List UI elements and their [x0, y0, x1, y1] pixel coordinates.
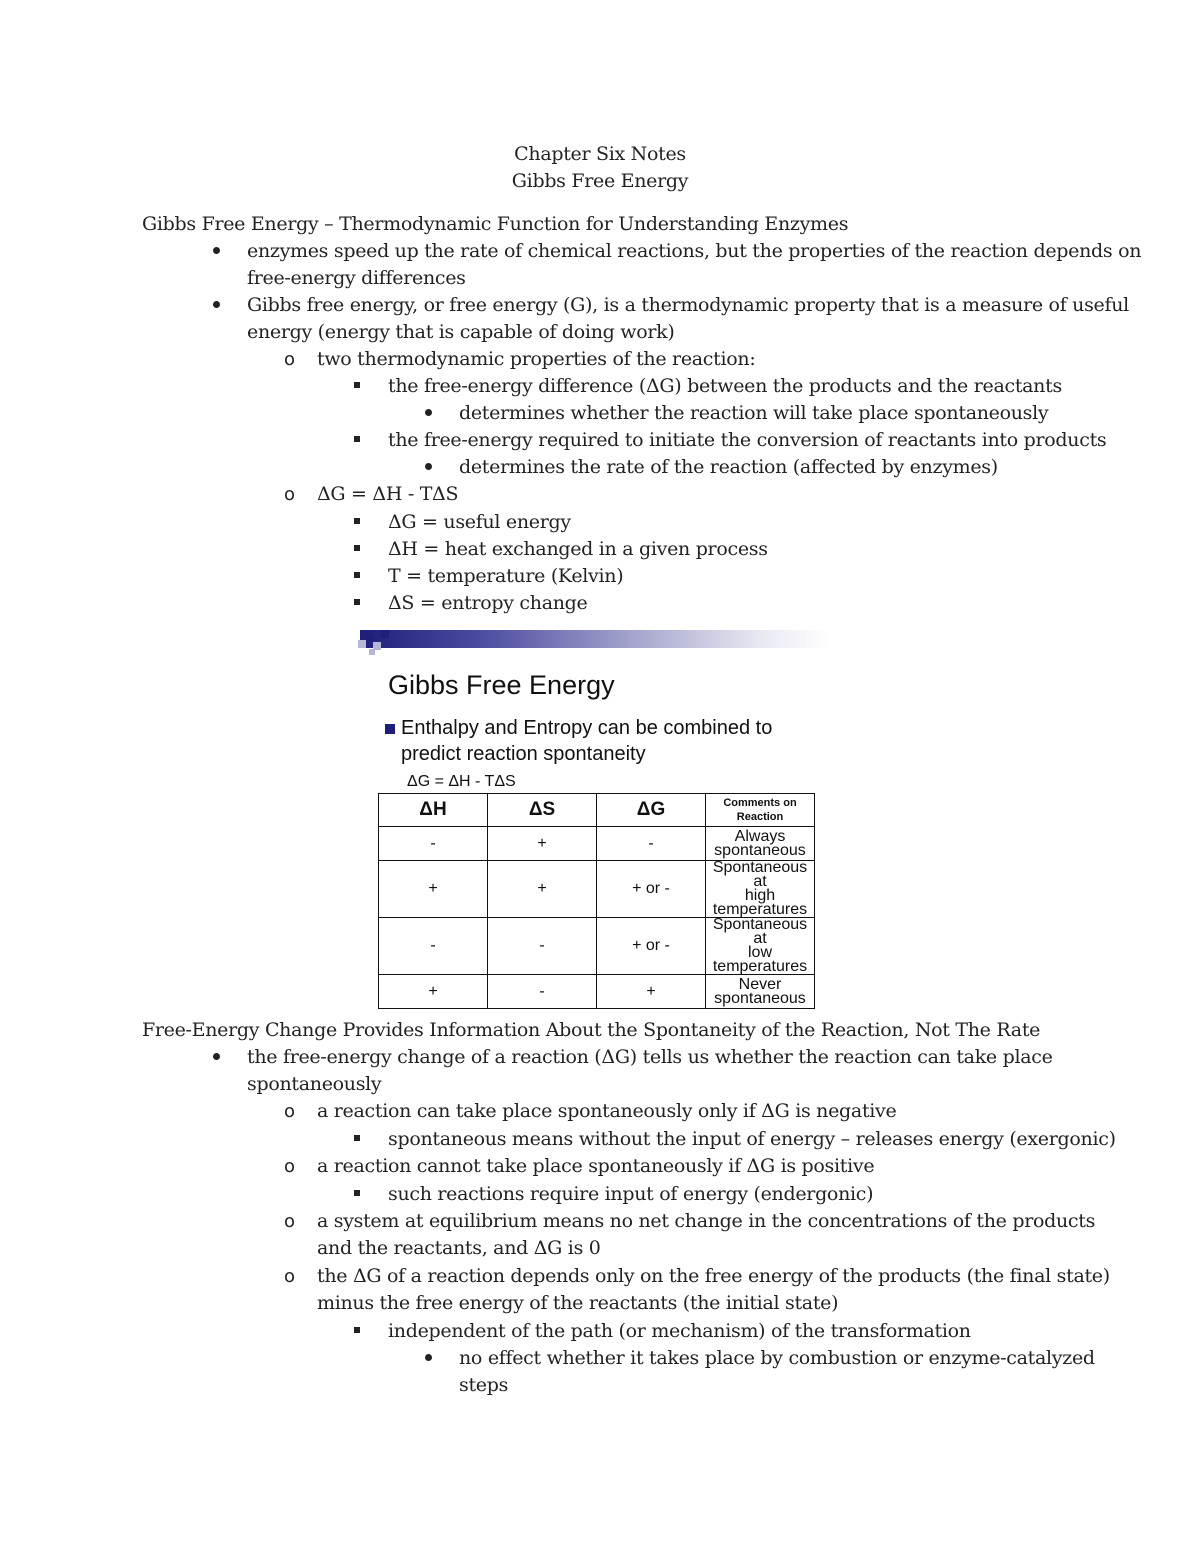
bullet-icon [425, 463, 432, 470]
list-item-cont: and the reactants, and ΔG is 0 [317, 1237, 601, 1259]
cell-ds: - [488, 975, 597, 1009]
cell-dh: - [379, 918, 488, 975]
bullet-icon [425, 409, 432, 416]
slide-bullet-line: Enthalpy and Entropy can be combined to [401, 717, 773, 739]
cell-ds: - [488, 918, 597, 975]
square-bullet-icon [354, 572, 360, 578]
header-comments [706, 794, 815, 827]
cell-comment [706, 975, 815, 1009]
list-item: Gibbs free energy, or free energy (G), is a thermodynamic property that is a measure of useful [247, 294, 1129, 316]
list-item: spontaneous means without the input of energy – releases energy (exergonic) [388, 1128, 1116, 1150]
slide-bullet-icon [385, 724, 395, 734]
slide-bullet-text [401, 715, 772, 767]
list-item: no effect whether it takes place by combustion or enzyme-catalyzed [459, 1347, 1095, 1369]
cell-comment-line: high temperatures [712, 887, 808, 918]
square-bullet-icon [354, 1135, 360, 1141]
cell-dg: + or - [597, 861, 706, 918]
list-item-cont: steps [459, 1374, 509, 1396]
list-item: determines the rate of the reaction (affected by enzymes) [459, 456, 998, 478]
slide-bullet-line: predict reaction spontaneity [401, 743, 646, 765]
slide-decor-square [381, 630, 389, 638]
list-item: a system at equilibrium means no net change in the concentrations of the products [317, 1210, 1096, 1232]
square-bullet-icon [354, 382, 360, 388]
list-item: ΔS = entropy change [388, 592, 588, 614]
square-bullet-icon [354, 1190, 360, 1196]
table-header-row [379, 794, 815, 827]
slide-decor-square [369, 649, 375, 655]
slide-header-bar [360, 630, 830, 648]
circle-bullet-icon: o [284, 1101, 296, 1122]
header-ds: ΔS [488, 794, 597, 827]
cell-comment-line: Always [734, 827, 786, 845]
cell-comment-line: low temperatures [712, 944, 808, 975]
equation: ΔG = ΔH - TΔS [317, 483, 459, 505]
slide-decor-square [358, 640, 366, 648]
cell-comment-line: Spontaneous at [712, 916, 808, 947]
cell-ds: + [488, 827, 597, 861]
slide-title: Gibbs Free Energy [388, 670, 615, 700]
slide-equation: ΔG = ΔH - TΔS [407, 773, 516, 790]
list-item: a reaction can take place spontaneously only if ΔG is negative [317, 1100, 897, 1122]
table-row [379, 827, 815, 861]
cell-comment-line: spontaneous [714, 841, 806, 859]
circle-bullet-icon: o [284, 1211, 296, 1232]
circle-bullet-icon: o [284, 1156, 296, 1177]
cell-comment [706, 827, 815, 861]
section1-heading: Gibbs Free Energy – Thermodynamic Function for Understanding Enzymes [142, 213, 849, 235]
table-row [379, 975, 815, 1009]
list-item: ΔG = useful energy [388, 511, 571, 533]
table-row [379, 861, 815, 918]
cell-dh: + [379, 861, 488, 918]
header-dh: ΔH [379, 794, 488, 827]
list-item-cont: minus the free energy of the reactants (the initial state) [317, 1292, 839, 1314]
square-bullet-icon [354, 599, 360, 605]
list-item: the free-energy change of a reaction (ΔG) tells us whether the reaction can take place [247, 1046, 1053, 1068]
circle-bullet-icon: o [284, 1266, 296, 1287]
list-item: ΔH = heat exchanged in a given process [388, 538, 768, 560]
bullet-icon [213, 1053, 220, 1060]
cell-ds: + [488, 861, 597, 918]
cell-comment-line: Never [738, 975, 782, 993]
circle-bullet-icon: o [284, 484, 296, 505]
header-comments-line: Reaction [736, 811, 784, 823]
cell-comment [706, 918, 815, 975]
cell-dg: - [597, 827, 706, 861]
cell-dg: + [597, 975, 706, 1009]
list-item-cont: energy (energy that is capable of doing work) [247, 321, 675, 343]
list-item: the free-energy required to initiate the conversion of reactants into products [388, 429, 1107, 451]
circle-bullet-icon: o [284, 349, 296, 370]
gibbs-table [378, 793, 815, 1009]
square-bullet-icon [354, 518, 360, 524]
slide-decor-square [365, 633, 373, 641]
cell-comment-line: spontaneous [714, 989, 806, 1007]
cell-dh: + [379, 975, 488, 1009]
list-item: determines whether the reaction will take place spontaneously [459, 402, 1049, 424]
cell-dg: + or - [597, 918, 706, 975]
square-bullet-icon [354, 436, 360, 442]
list-item-cont: spontaneously [247, 1073, 382, 1095]
bullet-icon [425, 1354, 432, 1361]
page-subtitle: Gibbs Free Energy [511, 170, 689, 192]
header-dg: ΔG [597, 794, 706, 827]
list-item: such reactions require input of energy (endergonic) [388, 1183, 874, 1205]
square-bullet-icon [354, 545, 360, 551]
list-item: independent of the path (or mechanism) of the transformation [388, 1320, 971, 1342]
page-title: Chapter Six Notes [514, 143, 686, 165]
section2-heading: Free-Energy Change Provides Information About the Spontaneity of the Reaction, Not The Rate [142, 1019, 1041, 1041]
list-item: T = temperature (Kelvin) [388, 565, 624, 587]
cell-comment [706, 861, 815, 918]
cell-dh: - [379, 827, 488, 861]
cell-comment-line: Spontaneous at [712, 859, 808, 890]
list-item: the free-energy difference (ΔG) between the products and the reactants [388, 375, 1062, 397]
bullet-icon [213, 301, 220, 308]
square-bullet-icon [354, 1327, 360, 1333]
bullet-icon [213, 247, 220, 254]
list-item-cont: free-energy differences [247, 267, 466, 289]
table-row [379, 918, 815, 975]
gibbs-slide-image [355, 626, 835, 1007]
list-item: enzymes speed up the rate of chemical reactions, but the properties of the reaction depends on [247, 240, 1142, 262]
list-item: two thermodynamic properties of the reaction: [317, 348, 756, 370]
header-comments-line: Comments on [723, 797, 797, 809]
list-item: a reaction cannot take place spontaneously if ΔG is positive [317, 1155, 875, 1177]
list-item: the ΔG of a reaction depends only on the free energy of the products (the final state) [317, 1265, 1110, 1287]
